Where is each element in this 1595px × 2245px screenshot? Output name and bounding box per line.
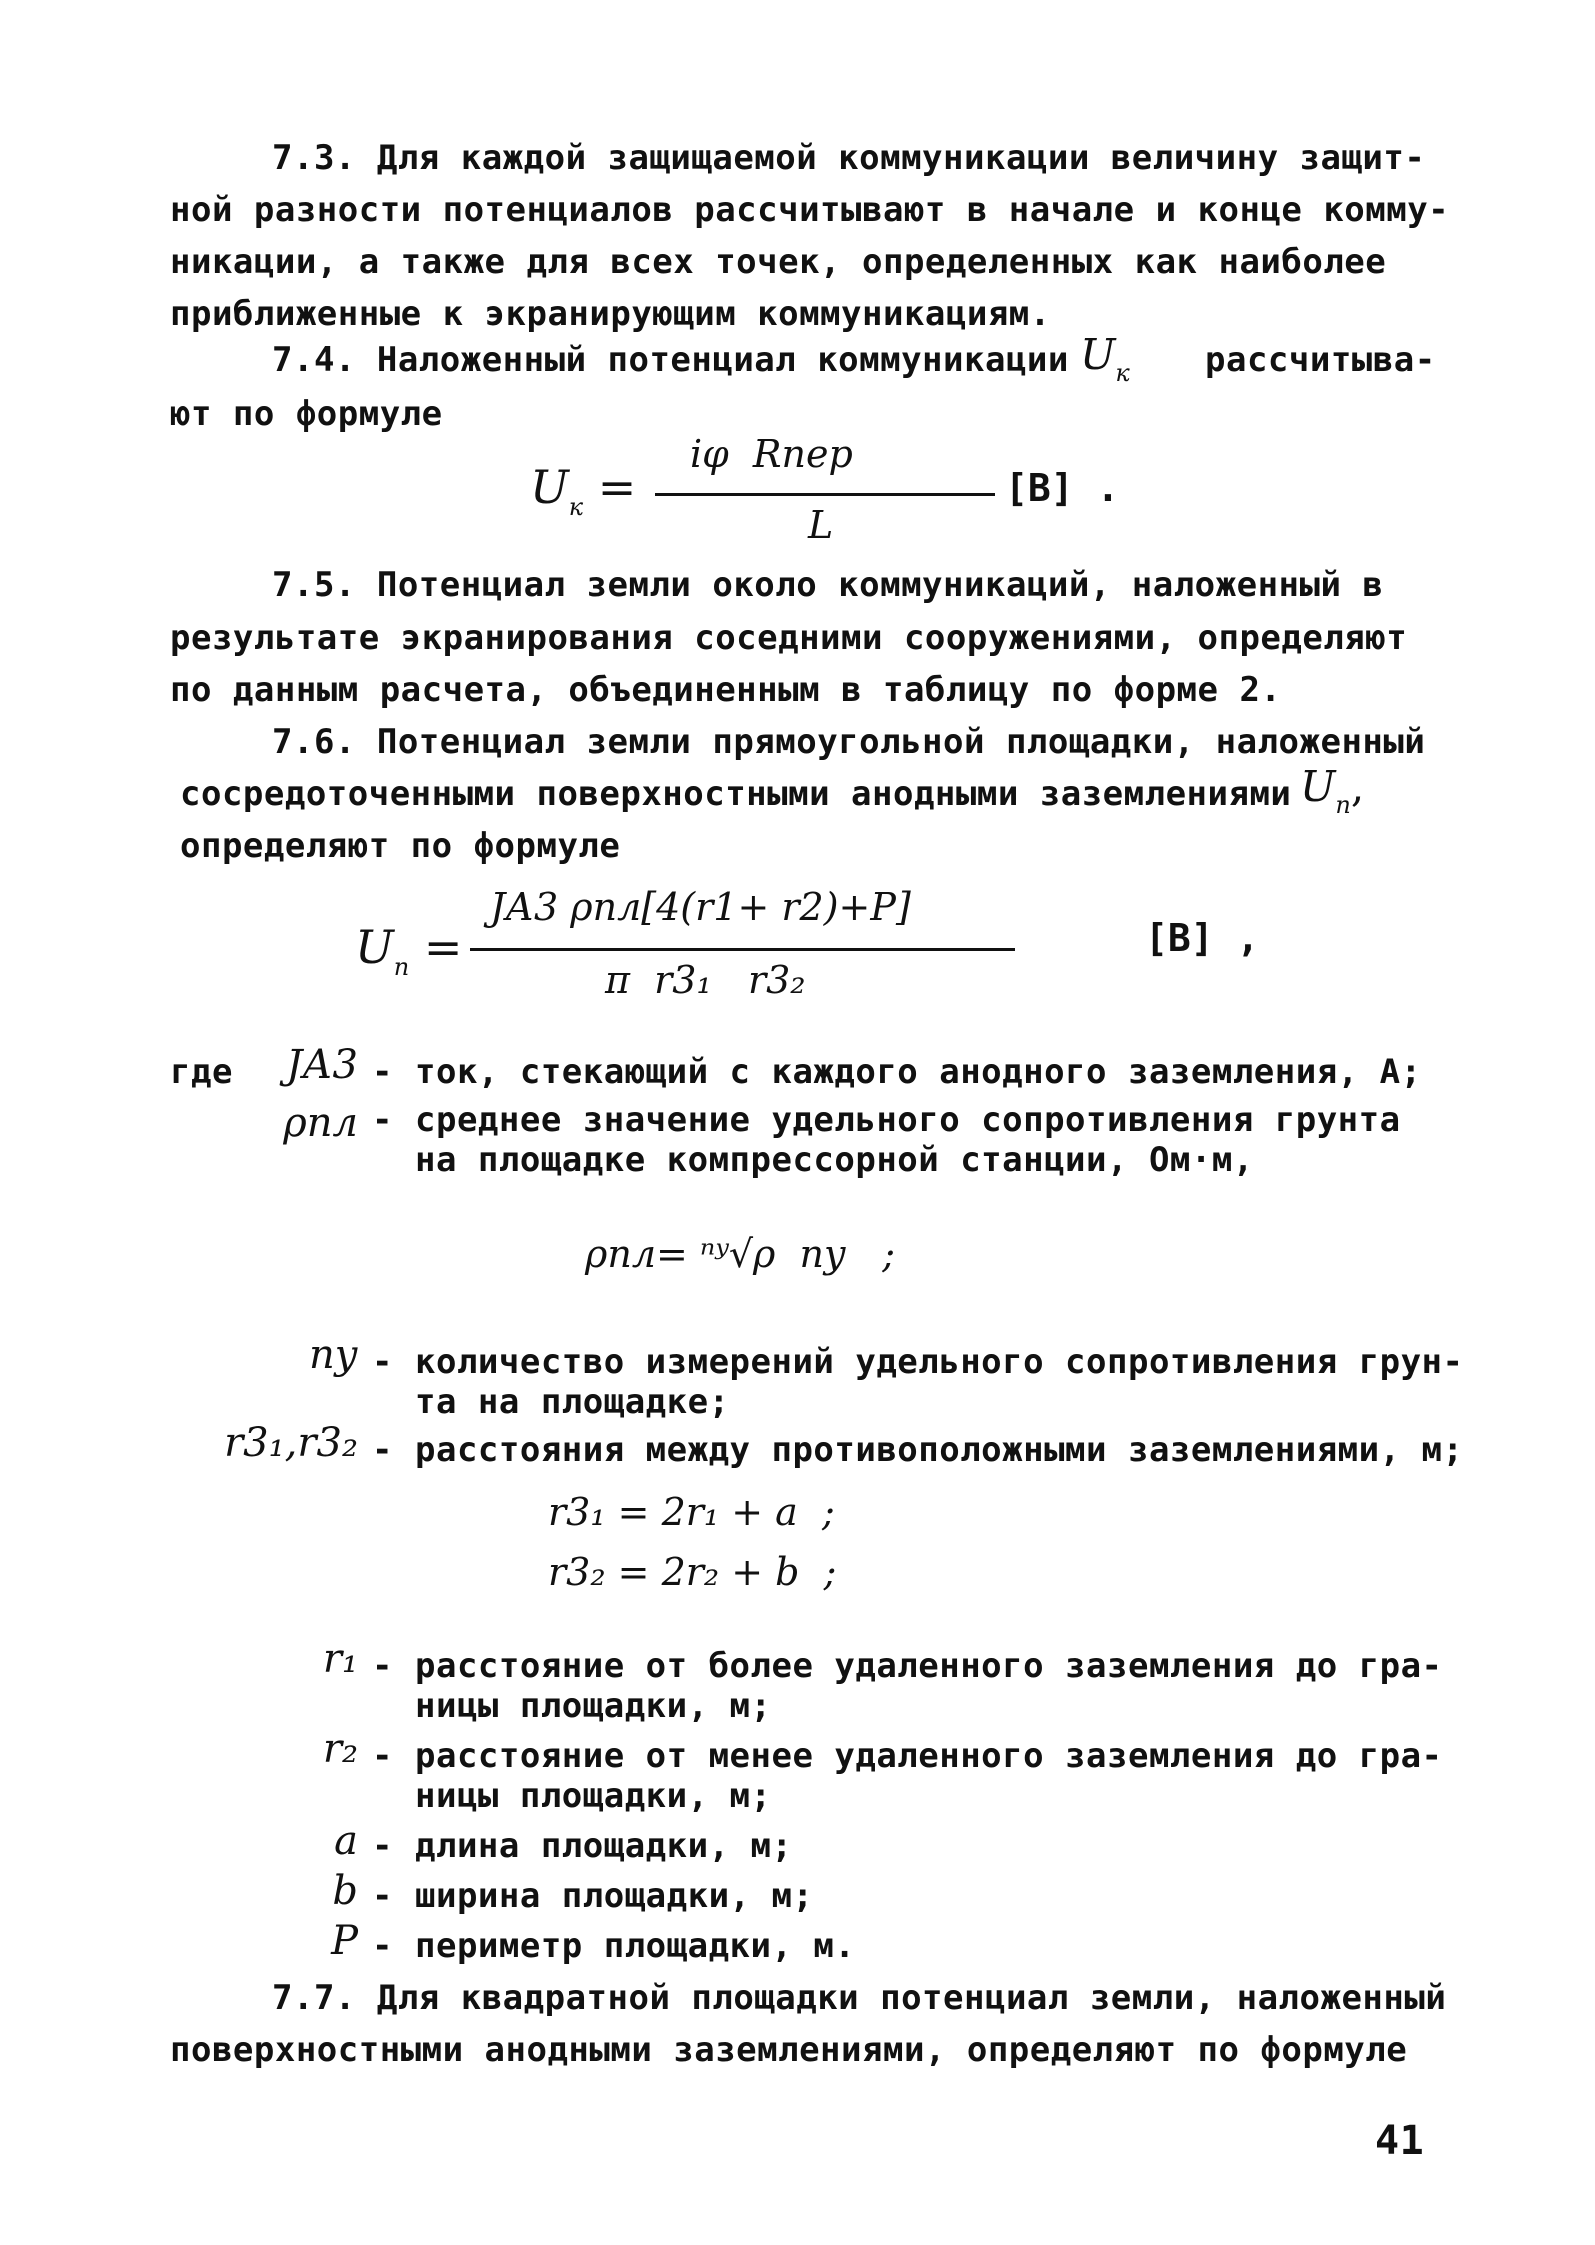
def-dash: - <box>372 1926 393 1966</box>
def-symbol-r2: r₂ <box>322 1726 358 1772</box>
def-text-rho-1: среднее значение удельного сопротивления грунта <box>415 1100 1401 1140</box>
formula-un-fraction-bar <box>470 948 1015 951</box>
p77-line2: поверхностными анодными заземлениями, определяют по формуле <box>170 2030 1408 2070</box>
formula-uk-lhs: $U_к$ = <box>530 460 637 521</box>
where-label: где <box>170 1052 233 1092</box>
formula-r32: r3₂ = 2r₂ + b ; <box>548 1550 837 1594</box>
p76-line1: 7.6. Потенциал земли прямоугольной площадки, наложенный <box>272 722 1426 762</box>
formula-un-unit: [B] , <box>1145 916 1260 960</box>
def-symbol-r3: r3₁,r3₂ <box>224 1420 358 1466</box>
def-text-r2-1: расстояние от менее удаленного заземления до гра- <box>415 1736 1443 1776</box>
def-dash: - <box>372 1826 393 1866</box>
p75-line1: 7.5. Потенциал земли около коммуникаций, наложенный в <box>272 565 1384 605</box>
p76-line2: сосредоточенными поверхностными анодными заземлениями <box>180 774 1292 814</box>
def-text-current: ток, стекающий с каждого анодного заземления, А; <box>415 1052 1422 1092</box>
def-text-r3: расстояния между противоположными заземлениями, м; <box>415 1430 1464 1470</box>
un-inline-symbol: $U_п$, <box>1300 762 1365 819</box>
def-dash: - <box>372 1100 393 1140</box>
formula-un-lhs: $U_п$ = <box>355 920 463 981</box>
p76-line3: определяют по формуле <box>180 826 621 866</box>
def-dash: - <box>372 1646 393 1686</box>
p74-line2: ют по формуле <box>170 394 443 434</box>
def-dash: - <box>372 1052 393 1092</box>
p73-line4: приближенные к экранирующим коммуникациям. <box>170 294 1051 334</box>
def-symbol-p: P <box>331 1918 358 1964</box>
def-text-r2-2: ницы площадки, м; <box>415 1776 772 1816</box>
def-symbol-rho: ρпл <box>283 1100 358 1146</box>
formula-uk-unit: [B] . <box>1005 466 1120 510</box>
def-text-ny-2: та на площадке; <box>415 1382 730 1422</box>
def-symbol-a: a <box>334 1818 358 1864</box>
def-text-ny-1: количество измерений удельного сопротивления грун- <box>415 1342 1464 1382</box>
def-text-r1-2: ницы площадки, м; <box>415 1686 772 1726</box>
p77-line1: 7.7. Для квадратной площадки потенциал земли, наложенный <box>272 1978 1447 2018</box>
formula-uk-denominator: L <box>808 503 834 547</box>
formula-uk-numerator: iφ Rпер <box>690 432 853 476</box>
def-dash: - <box>372 1876 393 1916</box>
formula-rho: ρпл= ⁿʸ√ρ nу ; <box>585 1232 896 1276</box>
def-symbol-b: b <box>332 1868 358 1914</box>
uk-inline-symbol: $U_к$ <box>1080 330 1130 387</box>
def-dash: - <box>372 1736 393 1776</box>
p75-line2: результате экранирования соседними сооружениями, определяют <box>170 618 1408 658</box>
def-symbol-r1: r₁ <box>322 1636 358 1682</box>
def-dash: - <box>372 1342 393 1382</box>
def-text-rho-2: на площадке компрессорной станции, Ом·м, <box>415 1140 1254 1180</box>
def-text-b: ширина площадки, м; <box>415 1876 814 1916</box>
def-text-a: длина площадки, м; <box>415 1826 793 1866</box>
p73-line1: 7.3. Для каждой защищаемой коммуникации величину защит- <box>272 138 1426 178</box>
p75-line3: по данным расчета, объединенным в таблицу по форме 2. <box>170 670 1282 710</box>
formula-r31: r3₁ = 2r₁ + a ; <box>548 1490 835 1534</box>
formula-un-numerator: JА3 ρпл[4(r1+ r2)+P] <box>490 885 911 929</box>
p74-line1: 7.4. Наложенный потенциал коммуникации <box>272 340 1069 380</box>
def-text-p: периметр площадки, м. <box>415 1926 856 1966</box>
page-number: 41 <box>1375 2118 1425 2164</box>
p73-line2: ной разности потенциалов рассчитывают в начале и конце комму- <box>170 190 1450 230</box>
def-symbol-current: JА3 <box>286 1042 358 1088</box>
p74-line1-tail: рассчитыва- <box>1205 340 1436 380</box>
def-dash: - <box>372 1430 393 1470</box>
def-symbol-ny: nу <box>309 1332 358 1378</box>
p73-line3: никации, а также для всех точек, определенных как наиболее <box>170 242 1387 282</box>
formula-un-denominator: π r3₁ r3₂ <box>605 958 806 1002</box>
formula-uk-fraction-bar <box>655 493 995 496</box>
def-text-r1-1: расстояние от более удаленного заземления до гра- <box>415 1646 1443 1686</box>
